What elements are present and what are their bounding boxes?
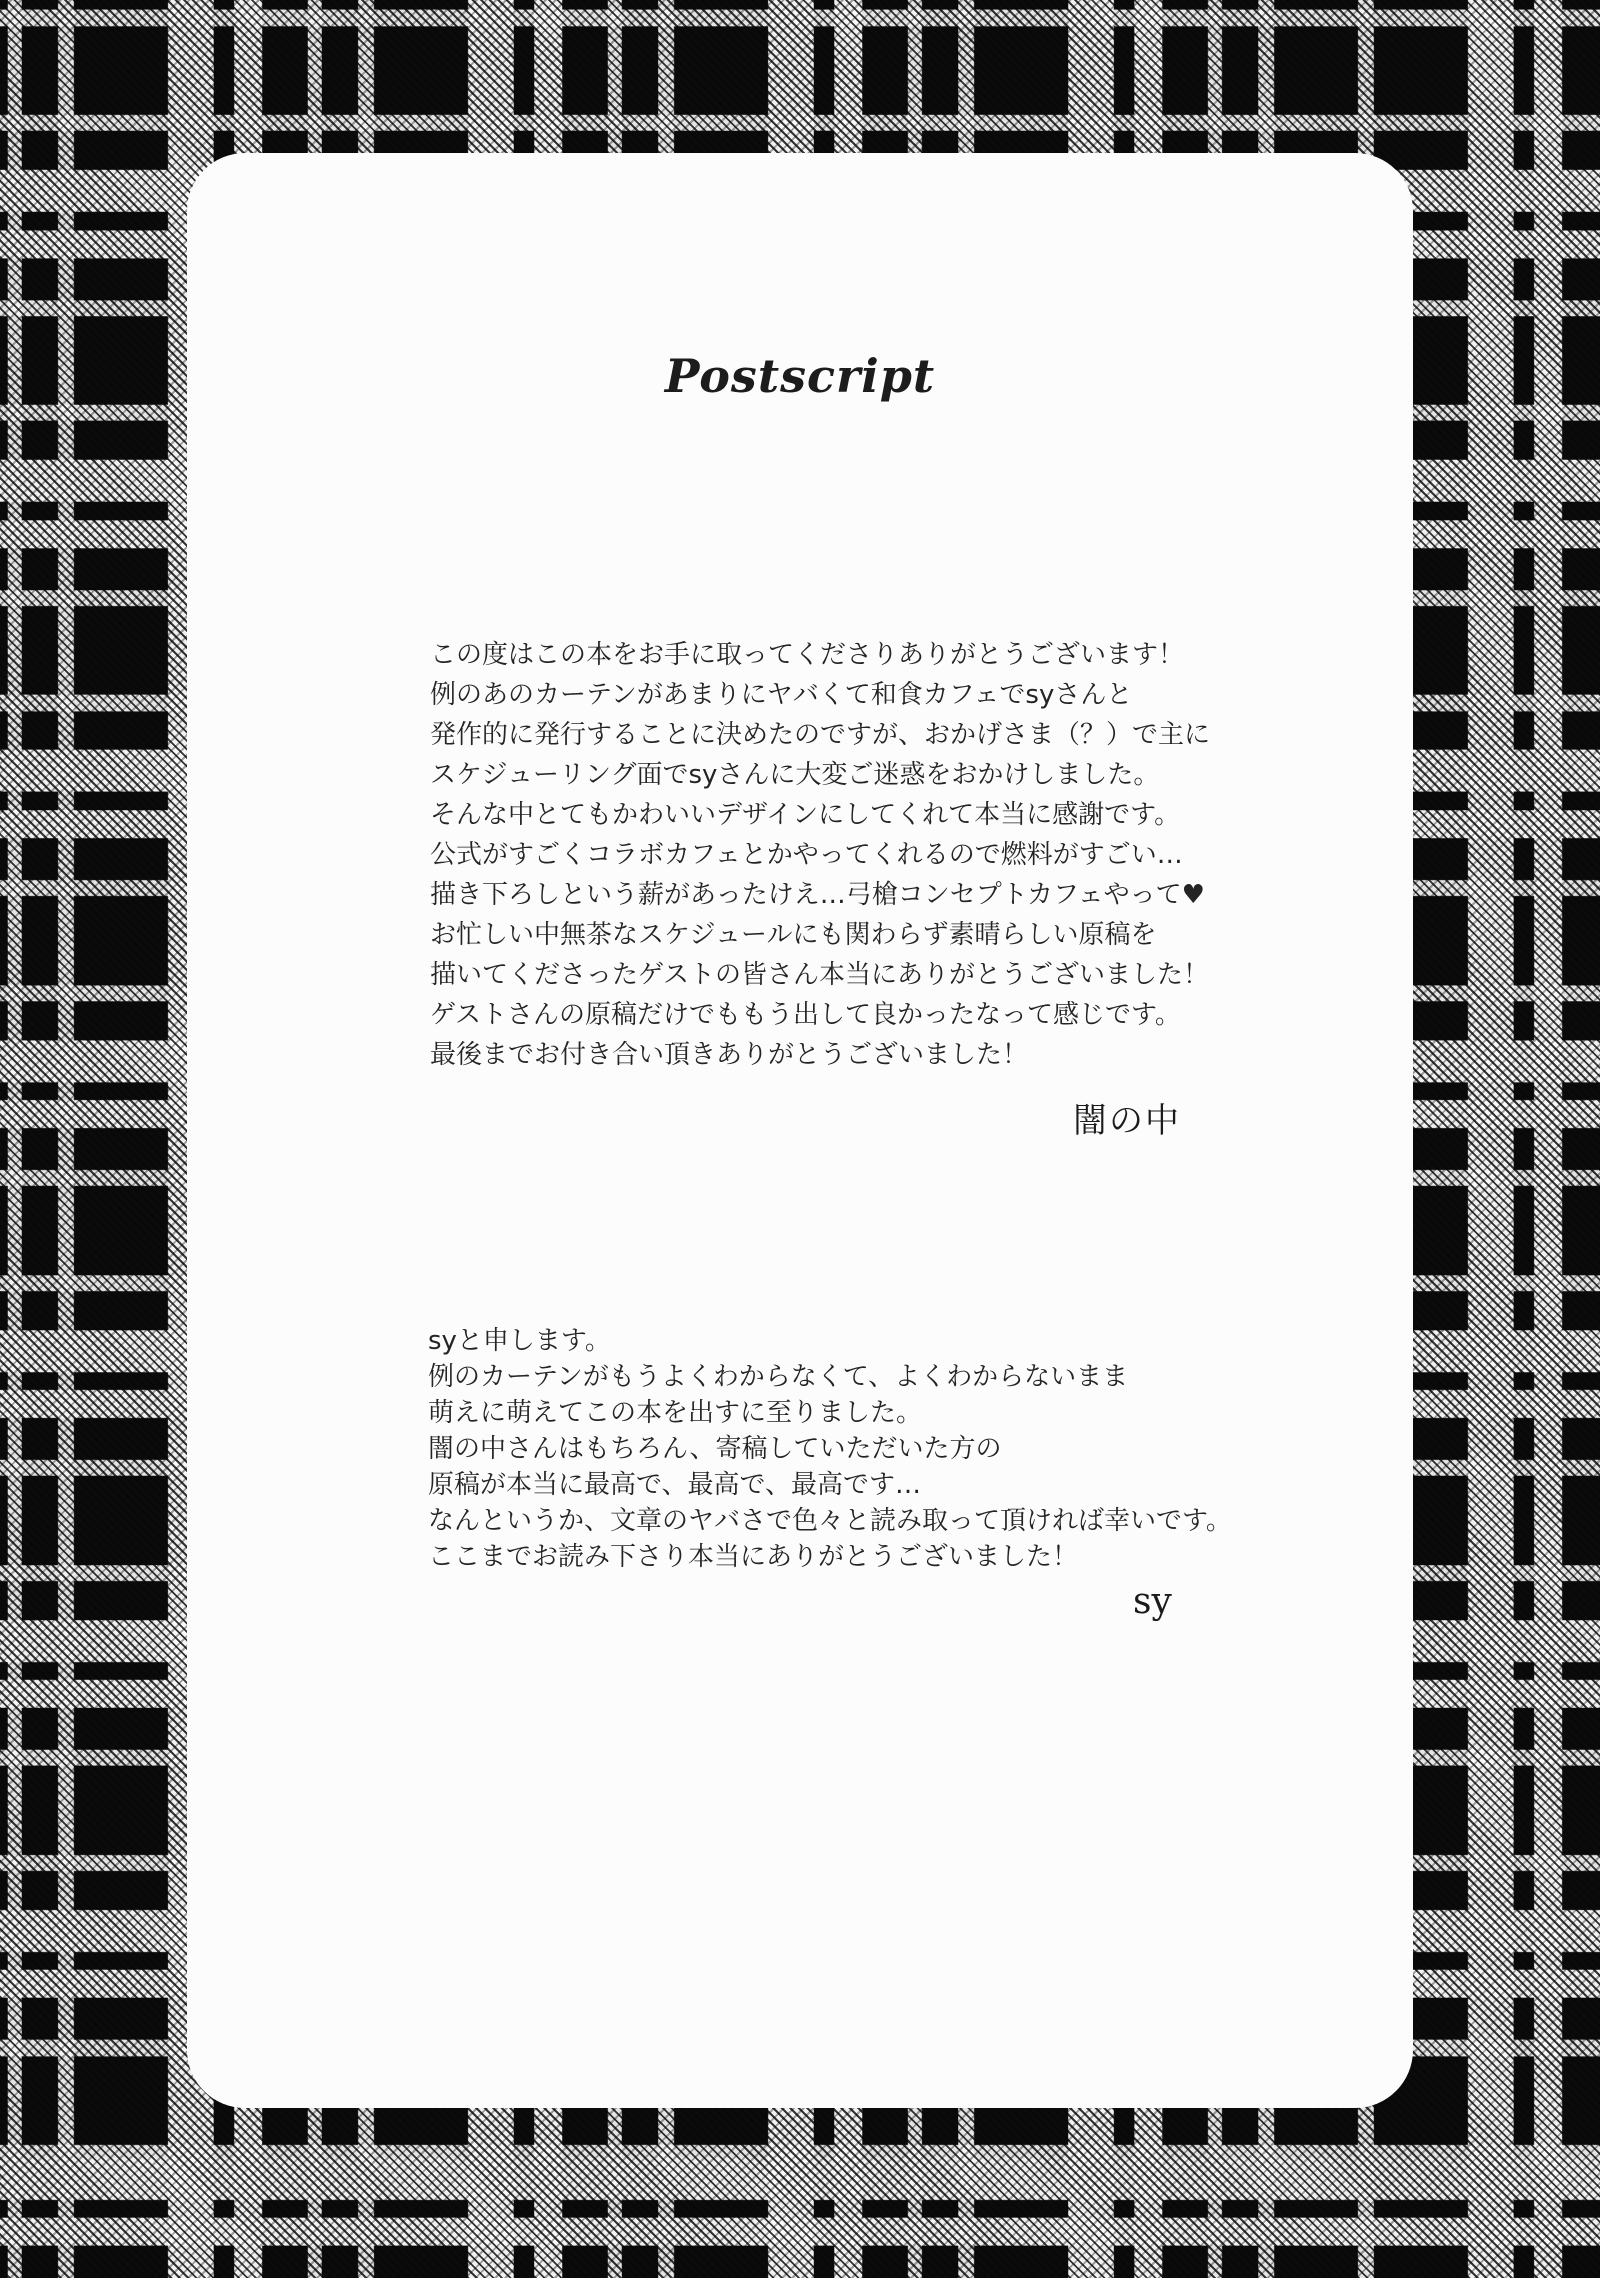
postscript-title: Postscript xyxy=(664,349,936,403)
designer-afterword-text: syと申します。 例のカーテンがもうよくわからなくて、よくわからないまま 萌えに萌えてこの本を出すに至りました。 闇の中さんはもちろん、寄稿していただいた方の 原稿が本当に最高で、最高で、最高です… なんというか、文章のヤバさで色々と読み取って頂ければ幸いです。 ここまでお読み下さり本当にありがとうございました！ xyxy=(428,1326,1232,1572)
designer-signature: sy xyxy=(1133,1581,1172,1622)
author-signature: 闇の中 xyxy=(1073,1101,1181,1141)
author-afterword-text: この度はこの本をお手に取ってくださりありがとうございます！ 例のあのカーテンがあまりにヤバくて和食カフェでsyさんと 発作的に発行することに決めたのですが、おかげさま（？）で主に スケジューリング面でsyさんに大変ご迷惑をおかけしました。 そんな中とてもかわいいデザインにしてくれて本当に感謝です。 公式がすごくコラボカフェとかやってくれるので燃料がすごい… 描き下ろしという薪があったけえ…弓槍コンセプトカフェやって♥ お忙しい中無茶なスケジュールにも関わらず素晴らしい原稿を 描いてくださったゲストの皆さん本当にありがとうございました！ ゲストさんの原稿だけでももう出して良かったなって感じです。 最後までお付き合い頂きありがとうございました！ xyxy=(430,640,1211,1070)
postscript-card xyxy=(187,153,1413,2108)
